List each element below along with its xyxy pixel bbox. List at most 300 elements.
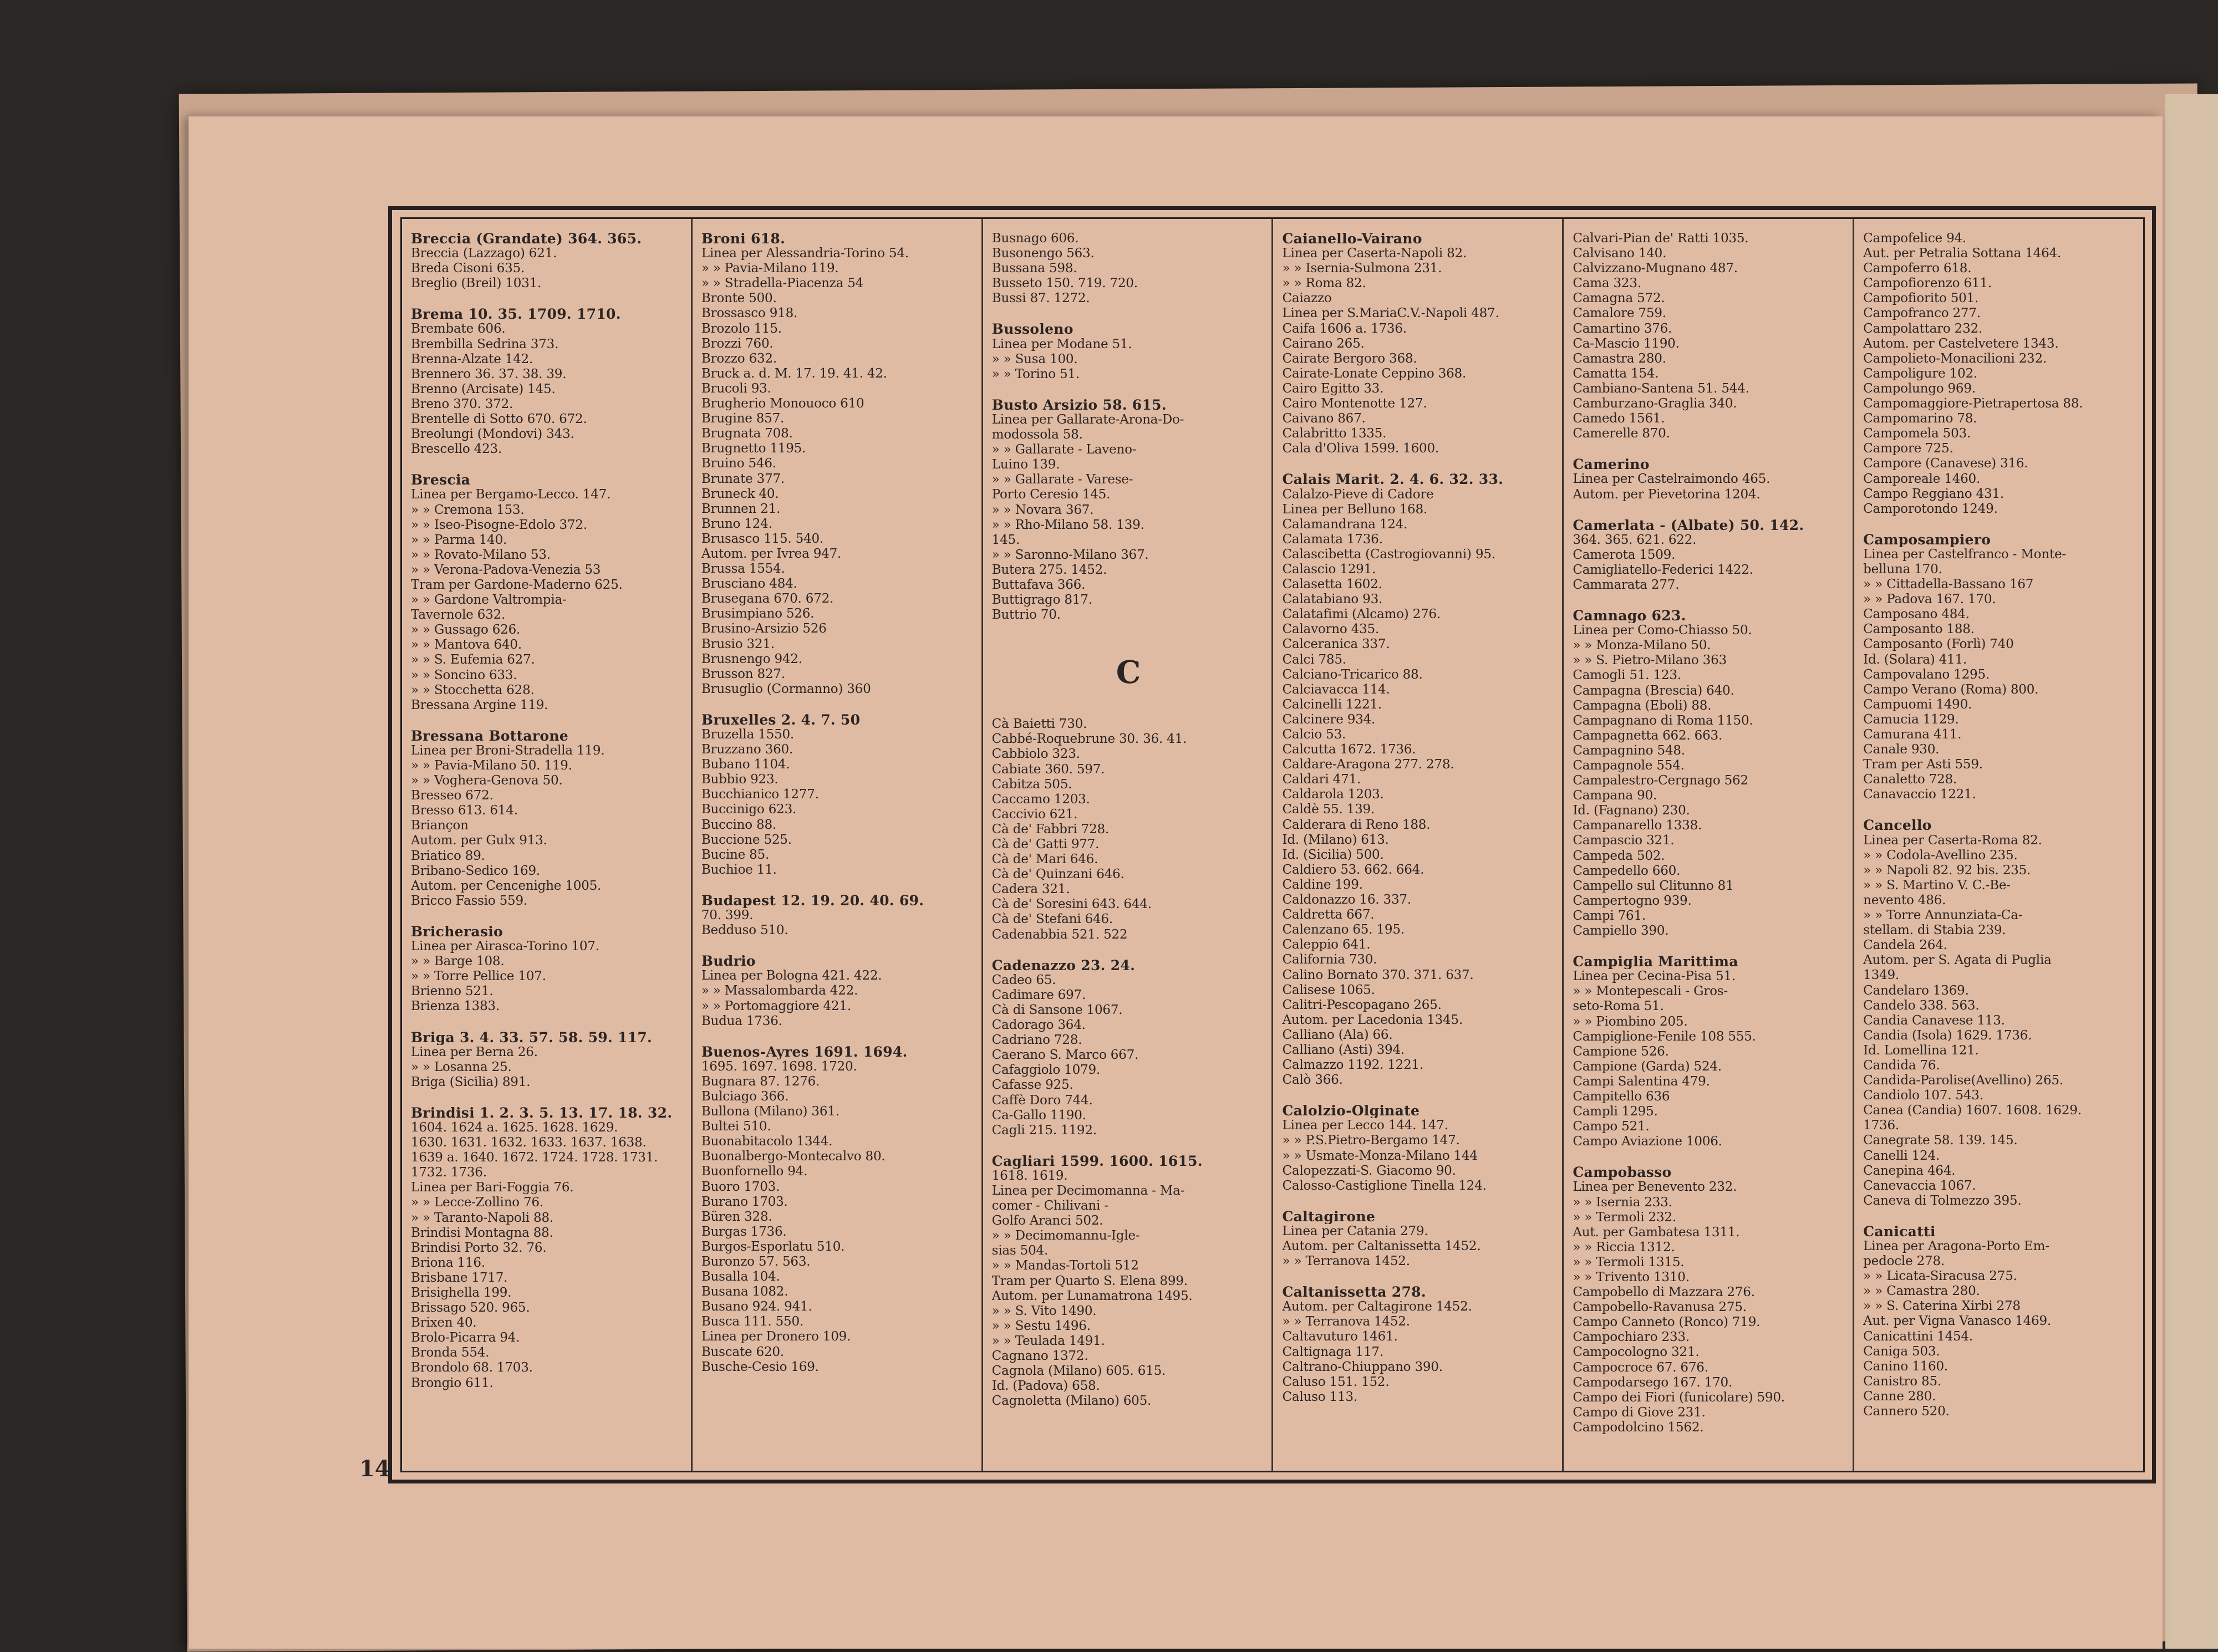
- index-entry: Brusciano 484.: [701, 577, 797, 592]
- index-entry: Autom. per Ivrea 947.: [701, 546, 842, 561]
- index-entry: Caivano 867.: [1282, 411, 1366, 426]
- index-entry: Bruno 124.: [701, 516, 772, 531]
- index-entry: Porto Ceresio 145.: [991, 487, 1111, 502]
- entry-gap: [701, 697, 975, 705]
- index-entry: Briatico 89.: [411, 848, 485, 863]
- index-entry: Buttafava 366.: [991, 577, 1086, 592]
- entry-gap: [992, 382, 1265, 390]
- column-6: [1853, 219, 2143, 1471]
- index-entry: Linea per Bologna 421. 422.: [701, 968, 882, 983]
- index-entry: Bullona (Milano) 361.: [701, 1104, 840, 1119]
- index-entry: Autom. per Lunamatrona 1495.: [991, 1288, 1193, 1303]
- index-entry: Camalore 759.: [1573, 306, 1666, 321]
- index-entry: Canistro 85.: [1863, 1374, 1941, 1389]
- index-entry: Caifa 1606 a. 1736.: [1282, 321, 1407, 336]
- index-entry: » » Parma 140.: [411, 532, 507, 547]
- index-entry: Calino Bornato 370. 371. 637.: [1282, 967, 1474, 982]
- index-entry: Camposano 484.: [1863, 607, 1970, 622]
- index-entry: Linea per Airasca-Torino 107.: [411, 939, 599, 954]
- index-entry: » » Novara 367.: [991, 502, 1094, 517]
- index-entry: Caerano S. Marco 667.: [991, 1048, 1139, 1063]
- index-entry: Campofiorito 501.: [1863, 291, 1979, 306]
- index-entry: Buttigrago 817.: [991, 593, 1092, 608]
- index-entry: Busseto 150. 719. 720.: [991, 276, 1138, 291]
- index-entry: » » Trivento 1310.: [1573, 1270, 1690, 1284]
- index-entry: Bribano-Sedico 169.: [411, 863, 541, 878]
- index-entry: Campagnetta 662. 663.: [1573, 728, 1723, 743]
- index-entry: Campo Reggiano 431.: [1863, 486, 2004, 501]
- index-entry: Campeda 502.: [1573, 848, 1665, 863]
- index-entry: Campanarello 1338.: [1573, 818, 1702, 833]
- index-entry: Cafasse 925.: [991, 1078, 1074, 1093]
- index-entry: Calabritto 1335.: [1282, 426, 1387, 441]
- index-entry: Calascio 1291.: [1282, 562, 1376, 577]
- index-entry: Candelo 338. 563.: [1863, 998, 1980, 1013]
- index-entry: Campagnino 548.: [1573, 743, 1685, 758]
- index-entry: Tavernole 632.: [411, 608, 506, 623]
- index-entry: Cabbiolo 323.: [991, 747, 1080, 762]
- index-entry: Linea per Castelraimondo 465.: [1573, 472, 1771, 487]
- index-entry: Bricco Fassio 559.: [411, 893, 528, 908]
- index-entry: Autom. per Lacedonia 1345.: [1282, 1012, 1463, 1027]
- index-entry: Campione 526.: [1573, 1044, 1669, 1059]
- index-entry: Bulciago 366.: [701, 1089, 789, 1104]
- index-entry: Brugnata 708.: [701, 426, 793, 441]
- index-entry: Buccino 88.: [701, 817, 777, 832]
- index-entry: » » Stocchetta 628.: [411, 682, 535, 697]
- index-entry: Caleppio 641.: [1282, 937, 1371, 952]
- index-entry: » » Gussago 626.: [411, 623, 521, 638]
- index-entry: Brisbane 1717.: [411, 1270, 508, 1285]
- index-entry: » » Gardone Valtrompia-: [411, 593, 567, 608]
- index-entry: Breglio (Breil) 1031.: [411, 276, 542, 291]
- index-entry: » » Saronno-Milano 367.: [991, 547, 1149, 562]
- entry-gap: [1282, 1269, 1555, 1277]
- index-entry: Linea per Cecina-Pisa 51.: [1573, 969, 1736, 984]
- index-entry: Canelli 124.: [1863, 1148, 1940, 1163]
- entry-gap: [411, 909, 684, 916]
- index-entry: Busalla 104.: [701, 1269, 780, 1284]
- index-entry: Linea per Castelfranco - Monte-: [1863, 547, 2066, 562]
- index-entry: Id. (Sicilia) 500.: [1282, 847, 1384, 862]
- index-entry: Cagnola (Milano) 605. 615.: [991, 1364, 1166, 1379]
- index-entry: » » Isernia-Sulmona 231.: [1282, 261, 1442, 276]
- index-entry: Brindisi Montagna 88.: [411, 1225, 553, 1240]
- index-entry: Calcinere 934.: [1282, 712, 1376, 727]
- index-entry: Campo dei Fiori (funicolare) 590.: [1573, 1390, 1785, 1405]
- entry-gap: [411, 457, 684, 465]
- index-entry: Brusino-Arsizio 526: [701, 621, 827, 636]
- index-entry: Campagna (Eboli) 88.: [1573, 698, 1712, 713]
- index-entry: Canepina 464.: [1863, 1163, 1956, 1178]
- index-entry: Cabbé-Roquebrune 30. 36. 41.: [991, 732, 1187, 747]
- index-entry: Caltignaga 117.: [1282, 1344, 1383, 1359]
- index-entry: Id. Lomellina 121.: [1863, 1043, 1979, 1058]
- index-entry: 1349.: [1863, 968, 1899, 983]
- index-entry: Camartino 376.: [1573, 321, 1672, 336]
- section-letter: C: [1116, 654, 1141, 691]
- index-entry: Busana 1082.: [701, 1284, 788, 1299]
- index-entry: Caluso 151. 152.: [1282, 1374, 1390, 1389]
- column-4: [1271, 219, 1562, 1471]
- index-entry: Bruneck 40.: [701, 486, 779, 501]
- index-entry: belluna 170.: [1863, 562, 1942, 577]
- index-entry: Cagnano 1372.: [991, 1349, 1088, 1363]
- index-entry: Campagnole 554.: [1573, 758, 1685, 773]
- index-entry: Brugine 857.: [701, 411, 785, 426]
- index-entry: Id. (Fagnano) 230.: [1573, 803, 1690, 818]
- headword: Cancello: [1863, 818, 1932, 833]
- index-entry: modossola 58.: [991, 427, 1083, 442]
- index-entry: Bruzzano 360.: [701, 742, 793, 757]
- index-entry: » » Lecce-Zollino 76.: [411, 1195, 544, 1210]
- index-entry: Calenzano 65. 195.: [1282, 922, 1405, 937]
- page-number: 14: [359, 1456, 390, 1482]
- index-entry: Brugnetto 1195.: [701, 441, 806, 456]
- headword: Brindisi 1. 2. 3. 5. 13. 17. 18. 32.: [411, 1105, 673, 1120]
- index-entry: Buonabitacolo 1344.: [701, 1134, 833, 1149]
- index-entry: Brembilla Sedrina 373.: [411, 336, 559, 351]
- index-entry: comer - Chilivani -: [991, 1199, 1108, 1213]
- index-entry: Linea per Benevento 232.: [1573, 1180, 1737, 1195]
- index-entry: Caltavuturo 1461.: [1282, 1329, 1398, 1344]
- index-entry: Campodarsego 167. 170.: [1573, 1375, 1733, 1390]
- index-entry: » » Gallarate - Varese-: [991, 472, 1133, 487]
- index-entry: Campomela 503.: [1863, 426, 1971, 441]
- index-entry: » » Montepescali - Gros-: [1573, 984, 1728, 999]
- index-entry: Calvizzano-Mugnano 487.: [1573, 261, 1738, 276]
- index-entry: Candia Canavese 113.: [1863, 1013, 2005, 1028]
- index-entry: Campiello 390.: [1573, 924, 1669, 939]
- headword: Brema 10. 35. 1709. 1710.: [411, 307, 621, 322]
- index-entry: Campolungo 969.: [1863, 381, 1976, 396]
- index-entry: Linea per Lecco 144. 147.: [1282, 1118, 1448, 1133]
- index-entry: Cadorago 364.: [991, 1018, 1086, 1033]
- index-entry: 70. 399.: [701, 908, 754, 923]
- index-entry: » » P.S.Pietro-Bergamo 147.: [1282, 1133, 1460, 1148]
- index-entry: nevento 486.: [1863, 893, 1946, 907]
- headword: Calolzio-Olginate: [1282, 1103, 1420, 1119]
- index-entry: Camburzano-Graglia 340.: [1573, 396, 1737, 411]
- index-entry: Campore (Canavese) 316.: [1863, 456, 2028, 471]
- index-entry: Bruck a. d. M. 17. 19. 41. 42.: [701, 366, 887, 381]
- index-entry: 1604. 1624 a. 1625. 1628. 1629.: [411, 1120, 618, 1135]
- index-entry: » » Terranova 1452.: [1282, 1314, 1410, 1329]
- index-entry: Calascibetta (Castrogiovanni) 95.: [1282, 547, 1495, 562]
- index-entry: Campo Canneto (Ronco) 719.: [1573, 1315, 1761, 1330]
- index-entry: » » Termoli 232.: [1573, 1210, 1676, 1225]
- index-entry: Cà de' Mari 646.: [991, 852, 1098, 867]
- entry-gap: [411, 291, 684, 299]
- entry-gap: [1573, 939, 1846, 946]
- index-entry: Brescello 423.: [411, 442, 502, 457]
- index-entry: Calopezzati-S. Giacomo 90.: [1282, 1163, 1456, 1178]
- index-entry: Büren 328.: [701, 1209, 772, 1224]
- index-entry: Calamata 1736.: [1282, 532, 1383, 547]
- entry-gap: [411, 713, 684, 721]
- index-entry: Tram per Gardone-Maderno 625.: [411, 577, 623, 592]
- index-entry: Linea per Alessandria-Torino 54.: [701, 246, 909, 261]
- column-5: [1562, 219, 1853, 1471]
- index-entry: Linea per Caserta-Roma 82.: [1863, 833, 2042, 848]
- index-entry: Id. (Solara) 411.: [1863, 652, 1967, 667]
- index-entry: Brolo-Picarra 94.: [411, 1330, 520, 1345]
- index-entry: Canale 930.: [1863, 742, 1940, 757]
- headword: Bressana Bottarone: [411, 728, 569, 743]
- index-entry: Campascio 321.: [1573, 833, 1675, 848]
- index-entry: Campertogno 939.: [1573, 893, 1692, 908]
- index-entry: Bronda 554.: [411, 1345, 490, 1360]
- index-entry: Cabiate 360. 597.: [991, 762, 1105, 777]
- index-entry: Caldine 199.: [1282, 877, 1363, 892]
- index-entry: Brussa 1554.: [701, 562, 785, 577]
- index-entry: Brongio 611.: [411, 1375, 494, 1390]
- index-entry: Camposanto (Forlì) 740: [1863, 637, 2014, 652]
- index-entry: Bresseo 672.: [411, 788, 494, 803]
- index-entry: Candia (Isola) 1629. 1736.: [1863, 1028, 2032, 1043]
- index-entry: » » Rho-Milano 58. 139.: [991, 517, 1144, 532]
- index-entry: » » Torino 51.: [991, 366, 1080, 381]
- index-entry: Canevaccia 1067.: [1863, 1178, 1976, 1193]
- index-entry: Brenno (Arcisate) 145.: [411, 381, 556, 396]
- headword: Caltagirone: [1282, 1209, 1376, 1224]
- index-entry: » » Roma 82.: [1282, 276, 1366, 291]
- index-entry: Caltrano-Chiuppano 390.: [1282, 1359, 1443, 1374]
- index-entry: Calcio 53.: [1282, 727, 1346, 742]
- index-entry: » » Gallarate - Laveno-: [991, 442, 1137, 457]
- index-entry: Bressana Argine 119.: [411, 697, 548, 712]
- index-entry: Id. (Padova) 658.: [991, 1379, 1100, 1394]
- index-entry: Camucia 1129.: [1863, 712, 1959, 727]
- index-entry: Linea per Como-Chiasso 50.: [1573, 623, 1752, 638]
- index-entry: Aut. per Petralia Sottana 1464.: [1863, 246, 2062, 261]
- index-entry: Cà Baietti 730.: [991, 717, 1087, 732]
- headword: Budapest 12. 19. 20. 40. 69.: [701, 893, 924, 909]
- entry-gap: [1863, 1209, 2136, 1216]
- index-entry: Campo di Giove 231.: [1573, 1405, 1706, 1420]
- index-entry: Brenna-Alzate 142.: [411, 351, 533, 366]
- index-entry: Calatafimi (Alcamo) 276.: [1282, 607, 1441, 622]
- index-entry: Caldonazzo 16. 337.: [1282, 893, 1411, 907]
- index-entry: Linea per Caserta-Napoli 82.: [1282, 246, 1467, 261]
- index-entry: Buronzo 57. 563.: [701, 1255, 811, 1269]
- index-entry: Campofranco 277.: [1863, 306, 1981, 321]
- index-entry: Calci 785.: [1282, 652, 1346, 667]
- index-entry: 1732. 1736.: [411, 1165, 487, 1180]
- index-entry: Brunate 377.: [701, 471, 785, 486]
- index-entry: Brugherio Monouoco 610: [701, 396, 864, 411]
- index-entry: sias 504.: [991, 1243, 1049, 1258]
- index-entry: stellam. di Stabia 239.: [1863, 923, 2006, 938]
- entry-gap: [701, 1029, 975, 1037]
- index-entry: Camporeale 1460.: [1863, 471, 1981, 486]
- index-entry: Brozolo 115.: [701, 321, 782, 336]
- index-entry: » » Torre Annunziata-Ca-: [1863, 908, 2023, 923]
- index-entry: Linea per Berna 26.: [411, 1044, 538, 1059]
- index-entry: » » Camastra 280.: [1863, 1284, 1980, 1299]
- index-entry: 1695. 1697. 1698. 1720.: [701, 1059, 857, 1074]
- index-entry: Cammarata 277.: [1573, 577, 1680, 592]
- index-entry: Brusson 827.: [701, 666, 785, 681]
- index-entry: Breccia (Lazzago) 621.: [411, 246, 557, 261]
- index-entry: Brixen 40.: [411, 1316, 477, 1330]
- headword: Cagliari 1599. 1600. 1615.: [991, 1153, 1203, 1169]
- index-entry: Brembate 606.: [411, 322, 506, 336]
- index-entry: Campochiaro 233.: [1573, 1330, 1690, 1345]
- index-entry: Campedello 660.: [1573, 863, 1681, 878]
- index-entry: » » Losanna 25.: [411, 1059, 512, 1074]
- entry-gap: [701, 878, 975, 885]
- index-entry: Brennero 36. 37. 38. 39.: [411, 366, 567, 381]
- index-entry: Campofelice 94.: [1863, 231, 1967, 246]
- index-entry: Campo 521.: [1573, 1119, 1650, 1134]
- index-entry: » » Teulada 1491.: [991, 1333, 1105, 1348]
- index-entry: pedocle 278.: [1863, 1254, 1945, 1269]
- entry-gap: [1573, 593, 1846, 600]
- index-entry: » » S. Vito 1490.: [991, 1303, 1097, 1318]
- index-entry: Camporotondo 1249.: [1863, 501, 1998, 516]
- index-table: [400, 217, 2145, 1472]
- index-entry: Aut. per Gambatesa 1311.: [1573, 1225, 1740, 1240]
- index-entry: » » Cittadella-Bassano 167: [1863, 577, 2034, 592]
- entry-gap: [1573, 502, 1846, 510]
- index-entry: Campana 90.: [1573, 788, 1657, 803]
- index-entry: Bresso 613. 614.: [411, 803, 518, 818]
- index-entry: Canaletto 728.: [1863, 772, 1957, 787]
- index-entry: Autom. per Castelvetere 1343.: [1863, 336, 2059, 351]
- index-entry: Cà de' Quinzani 646.: [991, 867, 1125, 882]
- index-entry: Bronte 500.: [701, 291, 777, 306]
- headword: Brescia: [411, 472, 471, 488]
- index-entry: Linea per Catania 279.: [1282, 1223, 1428, 1238]
- index-entry: Bucine 85.: [701, 847, 770, 862]
- index-entry: Linea per Belluno 168.: [1282, 502, 1428, 517]
- index-entry: » » Isernia 233.: [1573, 1195, 1672, 1210]
- index-entry: Autom. per S. Agata di Puglia: [1863, 953, 2052, 968]
- index-entry: » » Rovato-Milano 53.: [411, 547, 551, 562]
- index-entry: Id. (Milano) 613.: [1282, 832, 1389, 847]
- headword: Camposampiero: [1863, 532, 1991, 547]
- index-entry: » » S. Martino V. C.-Be-: [1863, 878, 2011, 893]
- index-entry: Canino 1160.: [1863, 1359, 1949, 1374]
- index-entry: Campitello 636: [1573, 1089, 1670, 1104]
- index-entry: » » Pavia-Milano 119.: [701, 261, 839, 276]
- index-entry: » » Riccia 1312.: [1573, 1240, 1675, 1255]
- index-entry: Buscate 620.: [701, 1344, 784, 1359]
- index-entry: » » Soncino 633.: [411, 667, 517, 682]
- index-entry: Calisese 1065.: [1282, 982, 1375, 997]
- headword: Cadenazzo 23. 24.: [991, 957, 1136, 973]
- index-entry: Cà de' Fabbri 728.: [991, 822, 1110, 837]
- index-entry: Calasetta 1602.: [1282, 577, 1382, 592]
- index-entry: Calò 366.: [1282, 1073, 1343, 1088]
- index-entry: Bussi 87. 1272.: [991, 291, 1090, 306]
- index-entry: Butera 275. 1452.: [991, 562, 1107, 577]
- index-entry: Cabitza 505.: [991, 777, 1072, 792]
- index-entry: Burano 1703.: [701, 1194, 788, 1209]
- index-entry: Calvisano 140.: [1573, 246, 1667, 261]
- index-entry: 1618. 1619.: [991, 1168, 1068, 1183]
- index-entry: Tram per Quarto S. Elena 899.: [991, 1273, 1188, 1288]
- index-entry: Autom. per Caltagirone 1452.: [1282, 1299, 1472, 1314]
- index-entry: » » Termoli 1315.: [1573, 1255, 1685, 1269]
- index-entry: Buchioe 11.: [701, 862, 777, 877]
- index-entry: Brozzi 760.: [701, 336, 774, 351]
- index-entry: Brossasco 918.: [701, 306, 798, 321]
- headword: Camerino: [1573, 457, 1650, 472]
- index-entry: » » Portomaggiore 421.: [701, 998, 851, 1013]
- index-entry: Bugnara 87. 1276.: [701, 1074, 820, 1089]
- index-entry: Budua 1736.: [701, 1013, 782, 1028]
- index-entry: Brusuglio (Cormanno) 360: [701, 681, 871, 696]
- index-entry: Campovalano 1295.: [1863, 667, 1990, 682]
- index-entry: Brusasco 115. 540.: [701, 531, 824, 546]
- index-entry: Brusegana 670. 672.: [701, 592, 834, 606]
- index-entry: Cadeo 65.: [991, 972, 1056, 987]
- index-entry: Caluso 113.: [1282, 1389, 1357, 1404]
- index-entry: Brienza 1383.: [411, 999, 500, 1014]
- index-entry: Breolungi (Mondovi) 343.: [411, 427, 574, 442]
- headword: Bricherasio: [411, 924, 503, 940]
- index-entry: » » Taranto-Napoli 88.: [411, 1210, 554, 1225]
- index-entry: Cadera 321.: [991, 882, 1070, 897]
- index-entry: Campocologno 321.: [1573, 1345, 1700, 1360]
- index-entry: » » Mantova 640.: [411, 638, 522, 652]
- entry-gap: [1282, 1194, 1555, 1201]
- headword: Bruxelles 2. 4. 7. 50: [701, 712, 861, 727]
- headword: Bussoleno: [991, 322, 1074, 337]
- index-entry: Brozzo 632.: [701, 351, 777, 366]
- index-entry: Caccivio 621.: [991, 807, 1078, 822]
- index-entry: Caneva di Tolmezzo 395.: [1863, 1193, 2022, 1208]
- index-entry: Camerota 1509.: [1573, 547, 1676, 562]
- index-entry: Campli 1295.: [1573, 1104, 1658, 1119]
- index-entry: Camerelle 870.: [1573, 426, 1670, 441]
- index-entry: Camogli 51. 123.: [1573, 668, 1681, 683]
- index-entry: Brienno 521.: [411, 984, 494, 999]
- index-entry: Campoferro 618.: [1863, 261, 1972, 276]
- entry-gap: [1863, 802, 2136, 810]
- index-entry: Calcutta 1672. 1736.: [1282, 742, 1416, 757]
- index-entry: » » Terranova 1452.: [1282, 1254, 1410, 1269]
- index-entry: Brusimpiano 526.: [701, 606, 815, 621]
- entry-gap: [1573, 1149, 1846, 1157]
- index-entry: Caldarola 1203.: [1282, 787, 1384, 802]
- index-entry: » » Stradella-Piacenza 54: [701, 276, 864, 291]
- index-entry: Autom. per Gulx 913.: [411, 833, 547, 848]
- index-entry: Bussana 598.: [991, 261, 1077, 276]
- index-entry: Calosso-Castiglione Tinella 124.: [1282, 1178, 1487, 1193]
- index-entry: Camagna 572.: [1573, 291, 1665, 306]
- index-entry: Busca 111. 550.: [701, 1314, 803, 1329]
- entry-gap: [1282, 456, 1555, 464]
- index-entry: Camedo 1561.: [1573, 411, 1665, 426]
- index-entry: Caldè 55. 139.: [1282, 802, 1375, 817]
- index-entry: Brucoli 93.: [701, 381, 771, 396]
- entry-gap: [1573, 441, 1846, 449]
- index-entry: seto-Roma 51.: [1573, 999, 1664, 1014]
- index-entry: Campiglione-Fenile 108 555.: [1573, 1029, 1756, 1044]
- index-entry: Cafaggiolo 1079.: [991, 1063, 1100, 1078]
- index-entry: Campobello-Ravanusa 275.: [1573, 1300, 1747, 1315]
- index-entry: Bubbio 923.: [701, 772, 779, 787]
- index-entry: Calcinelli 1221.: [1282, 697, 1382, 712]
- index-entry: Canea (Candia) 1607. 1608. 1629.: [1863, 1103, 2082, 1118]
- index-entry: Buonfornello 94.: [701, 1164, 808, 1179]
- index-entry: » » Cremona 153.: [411, 502, 525, 517]
- index-entry: Linea per Gallarate-Arona-Do-: [991, 412, 1184, 427]
- index-entry: Cagnoletta (Milano) 605.: [991, 1394, 1152, 1409]
